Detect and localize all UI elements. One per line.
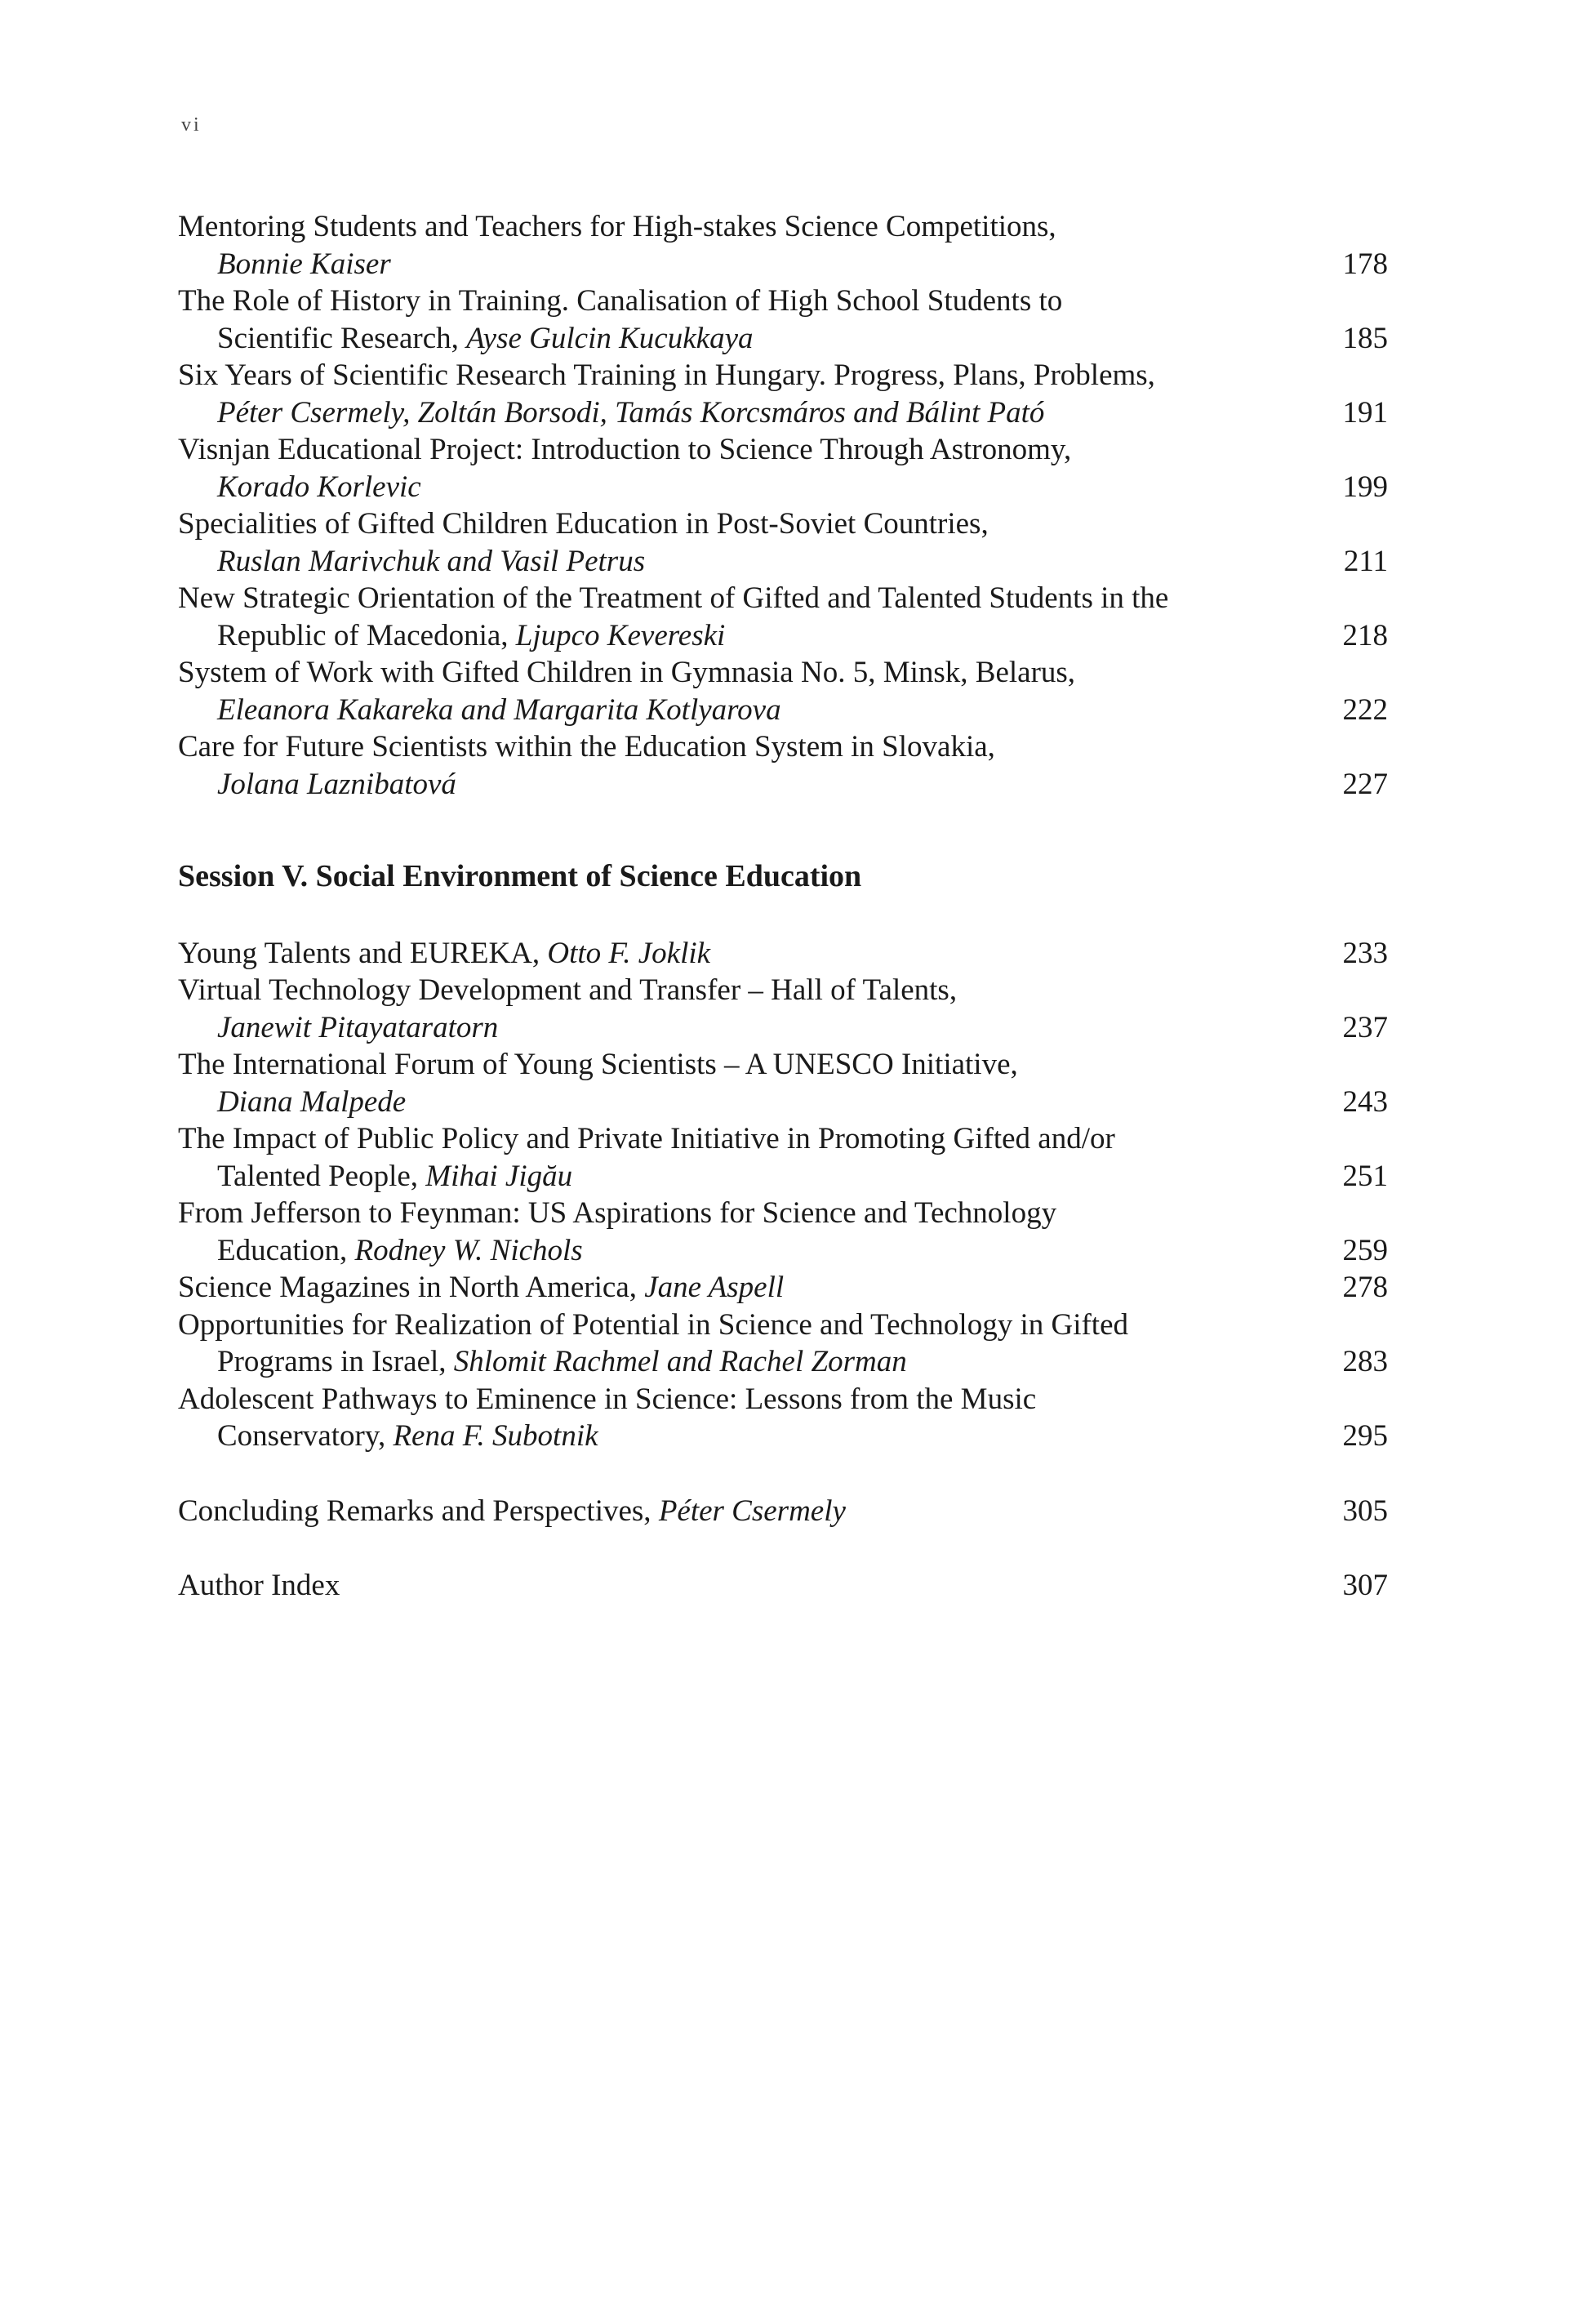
entry-title-line: The Impact of Public Policy and Private Initiative in Promoting Gifted and/or [178,1122,1115,1155]
entry-title-line: The Role of History in Training. Canalisation of High School Students to [178,284,1063,318]
toc-entry[interactable] [178,505,1388,580]
entry-title-line: Virtual Technology Development and Transfer – Hall of Talents, [178,973,958,1007]
entry-title: Concluding Remarks and Perspectives, [178,1494,659,1528]
entry-author: Janewit Pitayataratorn [217,1010,499,1044]
entry-page-number: 243 [1342,1084,1388,1119]
entry-author: Shlomit Rachmel and Rachel Zorman [453,1345,907,1378]
entry-page-number: 191 [1342,395,1388,430]
entry-page-number: 185 [1342,321,1388,355]
entry-line [178,935,1388,973]
toc-entry-concluding[interactable] [178,1493,1388,1530]
entry-continuation-line [178,1084,1388,1121]
entry-title-line: From Jefferson to Feynman: US Aspirations for Science and Technology [178,1196,1057,1230]
entry-author: Péter Csermely, Zoltán Borsodi, Tamás Korcsmáros and Bálint Pató [217,395,1045,430]
entry-continuation-line [178,1158,1388,1195]
entry-author: Ljupco Kevereski [515,618,726,652]
entry-continuation-line [178,469,1388,506]
entry-continuation-line [178,543,1388,581]
entry-page-number: 211 [1343,544,1388,578]
entry-continuation-line [178,766,1388,804]
page-number: vi [181,114,202,136]
entry-page-number: 259 [1342,1233,1388,1267]
entry-page-number: 295 [1342,1419,1388,1453]
entry-page-number: 233 [1342,936,1388,970]
entry-continuation-line [178,617,1388,655]
entry-title-line: New Strategic Orientation of the Treatment of Gifted and Talented Students in the [178,581,1169,615]
toc-entry[interactable] [178,431,1388,505]
entry-author: Jolana Laznibatová [217,767,456,801]
toc-entry[interactable] [178,208,1388,283]
entry-continuation-line [178,1009,1388,1047]
entry-title-line: Care for Future Scientists within the Education System in Slovakia, [178,730,995,764]
entry-page-number: 283 [1342,1345,1388,1378]
toc-entry[interactable] [178,1269,1388,1307]
entry-author: Rena F. Subotnik [393,1419,598,1453]
entry-page-number: 218 [1342,618,1388,652]
entry-author: Rodney W. Nichols [354,1233,583,1267]
entry-page-number: 305 [1342,1494,1388,1528]
toc-entry[interactable] [178,1381,1388,1455]
toc-entry[interactable] [178,1120,1388,1195]
entry-page-number: 307 [1342,1569,1388,1602]
entry-title: Young Talents and EUREKA, [178,936,548,970]
toc-entry[interactable] [178,935,1388,973]
entry-title-line: Mentoring Students and Teachers for High-stakes Science Competitions, [178,210,1056,243]
entry-author: Jane Aspell [644,1271,785,1304]
entry-title-continuation: Talented People, [217,1159,426,1193]
entry-author: Péter Csermely [658,1494,846,1528]
toc-entry[interactable] [178,654,1388,728]
toc-entry[interactable] [178,580,1388,654]
toc-entry[interactable] [178,357,1388,431]
entry-author: Korado Korlevic [217,470,421,504]
entry-author: Otto F. Joklik [547,936,711,970]
entry-title-line: Specialities of Gifted Children Education in Post-Soviet Countries, [178,507,989,541]
entry-continuation-line [178,320,1388,358]
entry-title-line: Opportunities for Realization of Potential in Science and Technology in Gifted [178,1307,1129,1342]
entry-title: Author Index [178,1569,340,1602]
session-heading: Session V. Social Environment of Science Education [178,859,862,893]
entry-continuation-line [178,692,1388,729]
entry-title-continuation: Conservatory, [217,1419,394,1453]
toc-entry[interactable] [178,1046,1388,1120]
toc-entry[interactable] [178,1307,1388,1381]
toc-entry[interactable] [178,728,1388,803]
table-of-contents [178,208,1388,1605]
entry-title-continuation: Republic of Macedonia, [217,618,516,652]
entry-title-continuation: Education, [217,1233,355,1267]
entry-continuation-line [178,394,1388,432]
toc-group-session-v-cont [178,1307,1388,1455]
entry-title-line: Visnjan Educational Project: Introduction to Science Through Astronomy, [178,433,1072,466]
entry-title-continuation: Scientific Research, [217,321,467,355]
entry-continuation-line [178,1232,1388,1270]
toc-entry[interactable] [178,972,1388,1046]
entry-continuation-line [178,246,1388,283]
entry-page-number: 227 [1342,767,1388,801]
entry-title: Science Magazines in North America, [178,1271,645,1304]
entry-line [178,1269,1388,1307]
entry-title-line: System of Work with Gifted Children in Gymnasia No. 5, Minsk, Belarus, [178,656,1076,689]
entry-author: Ayse Gulcin Kucukkaya [466,321,754,355]
entry-line [178,1493,1388,1530]
entry-title-continuation: Programs in Israel, [217,1345,454,1378]
entry-continuation-line [178,1418,1388,1455]
entry-page-number: 222 [1342,692,1388,727]
entry-page-number: 251 [1342,1159,1388,1193]
entry-page-number: 237 [1342,1010,1388,1044]
entry-author: Diana Malpede [217,1084,407,1119]
entry-page-number: 199 [1342,470,1388,504]
entry-page-number: 178 [1342,247,1388,281]
entry-title-line: The International Forum of Young Scientists – A UNESCO Initiative, [178,1048,1018,1081]
entry-continuation-line [178,1343,1388,1381]
entry-author: Mihai Jigău [425,1159,573,1193]
toc-entry[interactable] [178,283,1388,357]
entry-title-line: Adolescent Pathways to Eminence in Science: Lessons from the Music [178,1382,1037,1416]
entry-author: Eleanora Kakareka and Margarita Kotlyarova [217,692,781,727]
toc-group-session-iv [178,208,1388,803]
toc-entry-author-index[interactable] [178,1567,1388,1605]
toc-group-session-v [178,972,1388,1269]
entry-page-number: 278 [1342,1271,1388,1304]
entry-title-line: Six Years of Scientific Research Training in Hungary. Progress, Plans, Problems, [178,358,1155,392]
entry-author: Bonnie Kaiser [217,247,391,281]
toc-entry[interactable] [178,1195,1388,1269]
entry-author: Ruslan Marivchuk and Vasil Petrus [217,544,646,578]
